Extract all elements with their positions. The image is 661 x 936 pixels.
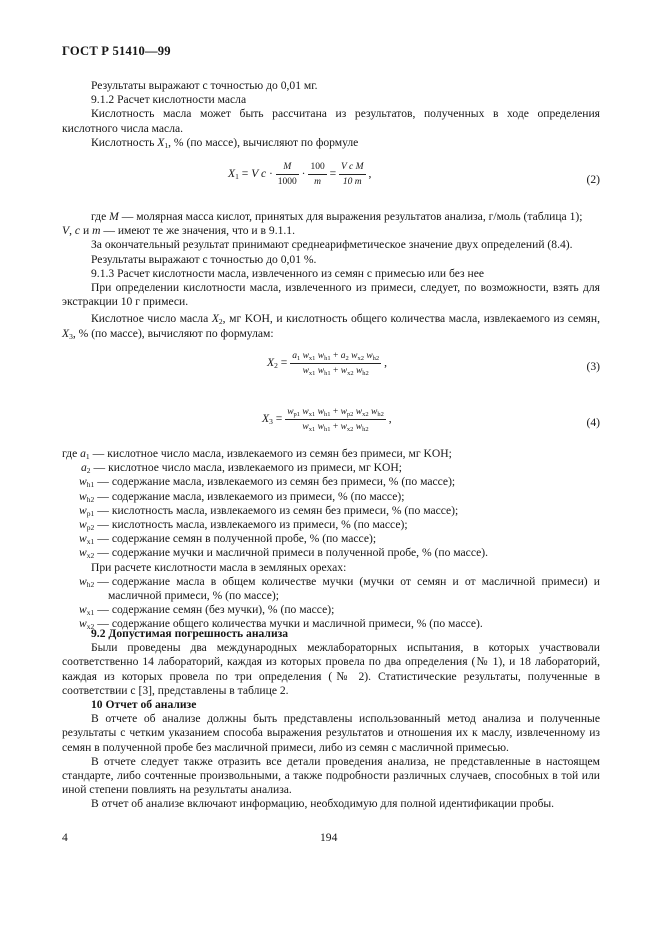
paragraph: Были проведены два международных межлабораторных испытания, в которых участвовали соответственно 14 лабораторий, каждая из которых провела по два определения (№ 1), и 18 лабораторий, каждая из которых провела по три определения (№ 2). Статистические результаты, полученные в соответствии с [3], представлены в таблице 2. — [62, 641, 600, 697]
paragraph: Результаты выражают с точностью до 0,01 мг. — [91, 79, 318, 92]
formula-number: (3) — [586, 360, 600, 373]
list-item: $w_{p1}$ — кислотность масла, извлекаемого из семян без примеси, % (по массе); — [79, 503, 459, 518]
formula-3: $X_2$ = $\frac{a_1 w_{x1} w_{h1} + a_2 w_{x2} w_{h2}}{w_{x1} w_{h1} + w_{x2} w_{h2}}$ , (3) — [267, 351, 600, 377]
paragraph: Результаты выражают с точностью до 0,01 %. — [91, 252, 317, 266]
list-item: $a_2$ — кислотное число масла, извлекаемого из примеси, мг KOH; — [81, 461, 402, 476]
list-item: $w_{x1}$ — содержание семян в полученной пробе, % (по массе); — [79, 532, 377, 547]
text-block-3 — [62, 627, 600, 812]
paragraph: При расчете кислотности масла в земляных орехах: — [91, 560, 347, 574]
text-block-2 — [62, 210, 600, 341]
formula-number: (2) — [586, 173, 600, 186]
list-item: $w_{x2}$ — содержание мучки и масличной примеси в полученной пробе, % (по массе). — [79, 546, 489, 561]
paragraph: В отчете об анализе должны быть представлены использованный метод анализа и полученные результаты с четким указанием способа выражения результатов и отношения их к маслу, извлеченному из семян в полученной пробе без масличной примеси, либо из семян с масличной примесью. — [62, 712, 600, 754]
list-item: $w_{h2}$ — содержание масла, извлекаемого из примеси, % (по массе); — [79, 489, 405, 504]
definition-vcm: V, c и m — имеют те же значения, что и в 9.1.1. — [62, 224, 295, 238]
list-item: $w_{p2}$ — кислотность масла, извлекаемого из примеси, % (по массе); — [79, 518, 408, 533]
page-number-center: 194 — [320, 831, 338, 844]
list-item: $w_{x2}$ — содержание общего количества мучки и масличной примеси, % (по массе). — [79, 617, 483, 632]
list-item: $w_{h1}$ — содержание масла, извлекаемого из семян без примеси, % (по массе); — [79, 475, 456, 490]
paragraph: При определении кислотности масла, извлеченного из примеси, следует, по возможности, взять для экстракции 10 г примеси. — [62, 281, 600, 309]
section-heading-9-1-3: 9.1.3 Расчет кислотности масла, извлеченного из семян с примесью или без нее — [91, 266, 484, 280]
formula-2: $X_1 = V$ c · $\frac{M}{1000}$ · $\frac{100}{m}$ = $\frac{\text{V c M}}{10 m}$ , (2) — [228, 162, 600, 187]
paragraph: Кислотность масла может быть рассчитана из результатов, полученных в ходе определения кислотного числа масла. — [62, 107, 600, 135]
formula-number: (4) — [586, 416, 600, 429]
paragraph: В отчете следует также отразить все детали проведения анализа, не представленные в настоящем стандарте, либо сочтенные произвольными, а также подробности различных случаев, способных в той или иной степени повлиять на результаты анализа. — [62, 754, 600, 797]
section-heading-9-2: 9.2 Допустимая погрешность анализа — [91, 627, 289, 640]
definitions-list — [62, 447, 600, 632]
list-item: $w_{x1}$ — содержание семян (без мучки), % (по массе); — [79, 603, 335, 618]
section-heading-10: 10 Отчет об анализе — [91, 698, 197, 712]
list-item: $w_{h2}$ — содержание масла в общем количестве мучки (мучки от семян и от масличной примеси) и масличной примеси, % (по массе); — [79, 574, 600, 603]
paragraph: В отчет об анализе включают информацию, необходимую для полной идентификации пробы. — [91, 797, 555, 811]
list-item: где $a_1$ — кислотное число масла, извлекаемого из семян без примеси, мг KOH; — [62, 447, 452, 461]
section-heading-9-1-2: 9.1.2 Расчет кислотности масла — [91, 93, 247, 107]
paragraph: За окончательный результат принимают среднеарифметическое значение двух определений (8.4). — [91, 238, 573, 252]
standard-header: ГОСТ Р 51410—99 — [62, 44, 171, 58]
paragraph: Кислотное число масла $X_2$, мг KOH, и кислотность общего количества масла, извлекаемого из семян, $X_3$, % (по массе), вычисляют по формулам: — [62, 312, 600, 341]
formula-4: $X_3$ = $\frac{w_{p1} w_{x1} w_{h1} + w_{p2} w_{x2} w_{h2}}{w_{x1} w_{h1} + w_{x2} w_{h2}}$ , (4) — [262, 407, 600, 433]
page-number-left: 4 — [62, 831, 68, 844]
text-block-1 — [62, 79, 600, 150]
paragraph: Кислотность $X_1$, % (по массе), вычисляют по формуле — [91, 135, 359, 150]
definition-M: где M — молярная масса кислот, принятых для выражения результатов анализа, г/моль (таблица 1); — [91, 210, 583, 223]
